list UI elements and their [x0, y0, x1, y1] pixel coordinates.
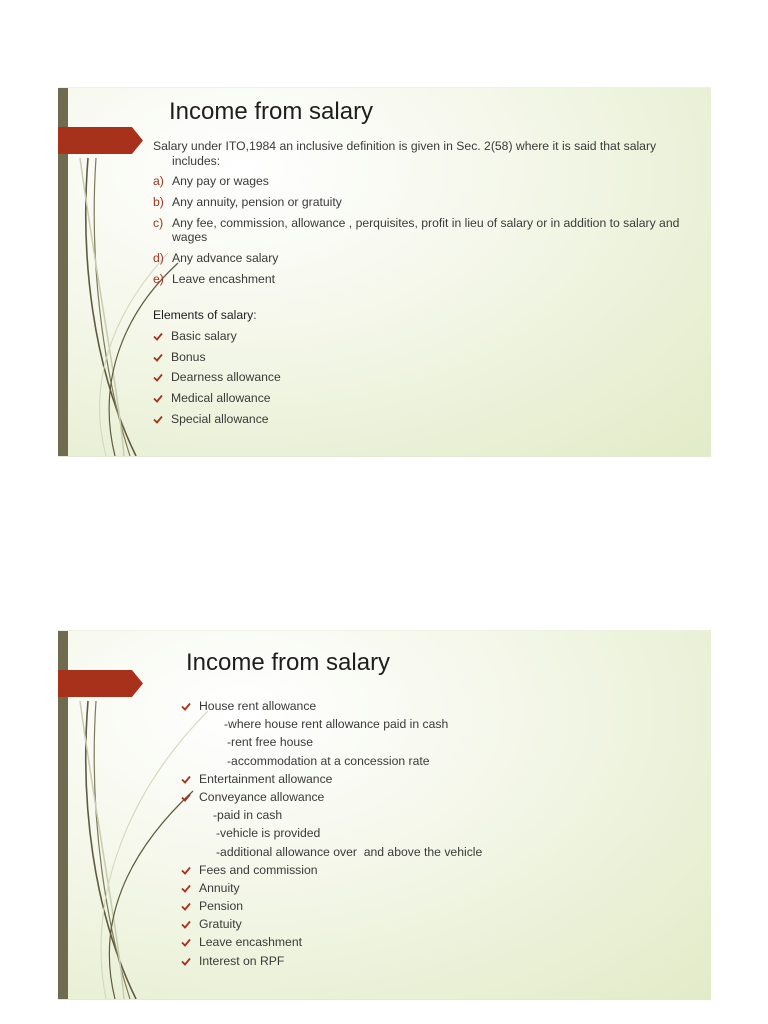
list-subitem: -additional allowance over and above the vehicle — [216, 844, 483, 859]
list-item-text: Any fee, commission, allowance , perquisites, profit in lieu of salary or in addition to salary and wages — [172, 215, 680, 245]
checkmark-icon — [181, 793, 191, 802]
section-heading — [153, 308, 691, 323]
list-item-text: Interest on RPF — [199, 953, 285, 968]
checkmark-icon — [153, 373, 163, 382]
list-item — [153, 329, 691, 344]
list-subitem: -paid in cash — [213, 808, 283, 823]
allowances-list — [181, 699, 681, 972]
intro-text: Salary under ITO,1984 an inclusive definition is given in Sec. 2(58) where it is said that salary includes: — [153, 139, 657, 168]
slide-title: Income from salary — [186, 649, 391, 676]
list-item-text: Gratuity — [199, 917, 242, 932]
list-item — [181, 899, 681, 917]
checkmark-icon — [181, 866, 191, 875]
list-item-text: Fees and commission — [199, 862, 318, 877]
list-item — [181, 699, 681, 717]
list-item — [153, 216, 691, 245]
checkmark-icon — [181, 884, 191, 893]
list-subitem: -vehicle is provided — [216, 826, 321, 841]
list-item — [181, 935, 681, 953]
checkmark-icon — [181, 902, 191, 911]
salary-inclusions-list — [153, 174, 691, 286]
list-item-text: Special allowance — [171, 412, 269, 427]
list-item-text: Pension — [199, 899, 244, 914]
slide-2 — [58, 630, 711, 1000]
list-item-text: Dearness allowance — [171, 370, 281, 385]
list-item — [153, 391, 691, 406]
list-subitem: -where house rent allowance paid in cash — [224, 717, 449, 732]
list-marker: a) — [153, 174, 164, 188]
checkmark-icon — [181, 775, 191, 784]
list-subitem: -rent free house — [227, 735, 314, 750]
list-item — [153, 251, 691, 266]
slide-title: Income from salary — [169, 98, 374, 125]
checkmark-icon — [153, 415, 163, 424]
checkmark-icon — [153, 353, 163, 362]
checkmark-icon — [153, 332, 163, 341]
checkmark-icon — [181, 920, 191, 929]
list-marker: c) — [153, 215, 164, 230]
list-marker: d) — [153, 250, 164, 265]
list-item-text: Annuity — [199, 880, 240, 895]
list-item — [181, 917, 681, 935]
list-item — [181, 863, 681, 881]
checkmark-icon — [181, 957, 191, 966]
list-item-text: Leave encashment — [172, 271, 275, 286]
list-item — [153, 272, 691, 287]
list-item — [181, 881, 681, 899]
list-item-text: Basic salary — [171, 328, 237, 343]
list-item-text: Medical allowance — [171, 391, 271, 406]
list-item — [153, 370, 691, 385]
checkmark-icon — [153, 394, 163, 403]
list-item-text: Leave encashment — [199, 935, 302, 950]
list-item — [153, 350, 691, 365]
slide-1 — [58, 87, 711, 457]
list-item — [153, 412, 691, 427]
list-marker: b) — [153, 194, 164, 209]
list-item — [181, 772, 681, 790]
slide-body — [153, 139, 691, 433]
list-item — [181, 790, 681, 808]
list-item — [181, 954, 681, 972]
list-subitem: -accommodation at a concession rate — [227, 753, 430, 768]
checkmark-icon — [181, 702, 191, 711]
list-item-text: Any pay or wages — [172, 174, 269, 188]
red-arrow-banner — [58, 127, 143, 154]
elements-heading-colon: : — [253, 308, 257, 323]
checkmark-icon — [181, 938, 191, 947]
list-marker: e) — [153, 271, 164, 286]
red-arrow-banner — [58, 670, 143, 697]
list-item-text: Any advance salary — [172, 250, 279, 265]
list-item-text: Bonus — [171, 349, 206, 364]
list-item-text: House rent allowance — [199, 699, 317, 713]
list-item — [153, 195, 691, 210]
list-item-text: Conveyance allowance — [199, 789, 325, 804]
elements-list — [153, 329, 691, 427]
list-item — [153, 174, 691, 189]
list-item-text: Entertainment allowance — [199, 771, 333, 786]
elements-heading: Elements of salary — [153, 308, 254, 323]
list-item-text: Any annuity, pension or gratuity — [172, 194, 342, 209]
